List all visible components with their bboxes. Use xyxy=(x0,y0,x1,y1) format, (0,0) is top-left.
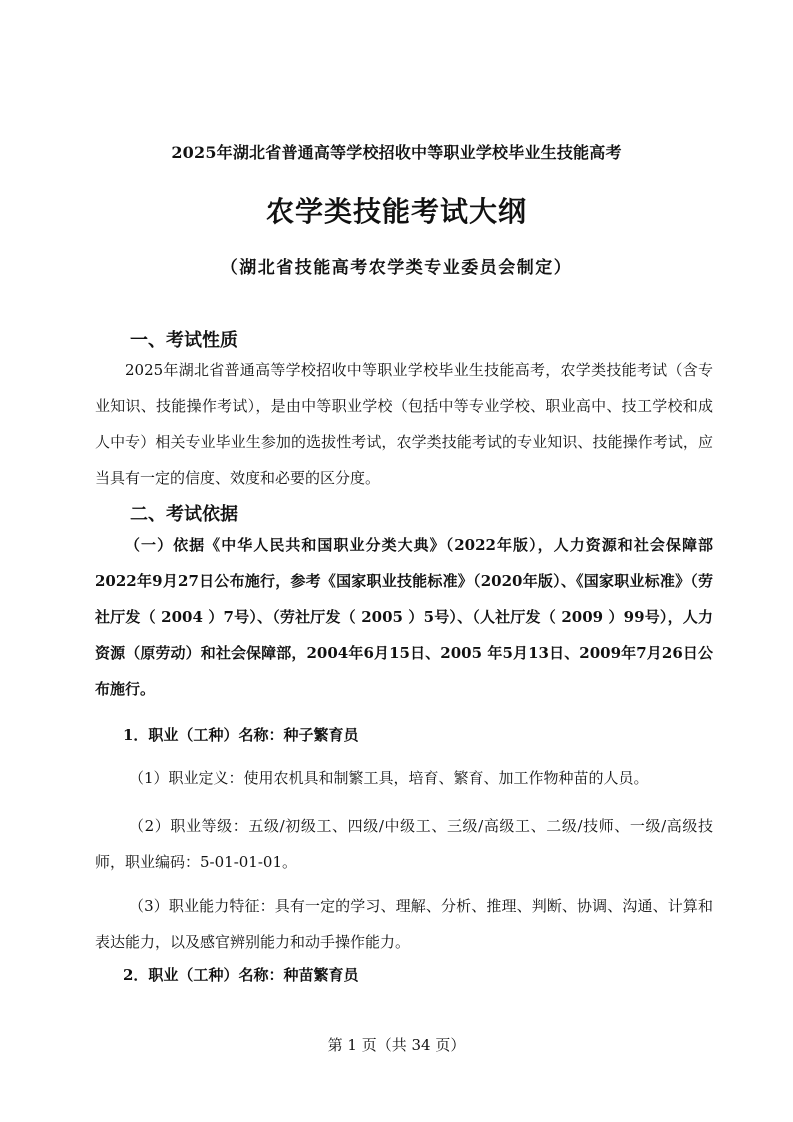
document-title-line1: 2025年湖北省普通高等学校招收中等职业学校毕业生技能高考 xyxy=(171,143,622,162)
paragraph-exam-basis: （一）依据《中华人民共和国职业分类大典》（2022年版），人力资源和社会保障部2022年9月27日公布施行，参考《国家职业技能标准》（2020年版）、《国家职业标准》（劳社厅发（ 2004 ）7号）、（劳社厅发（ 2005 ）5号）、（人社厅发（ 2009 ）99号），人力资源（原劳动）和社会保障部，2004年6月15日、2005 年5月13日、2009年7月26日公布施行。 xyxy=(95,536,713,698)
section-heading-exam-nature: 一、考试性质 xyxy=(130,330,238,351)
occupation-1-grades: （2）职业等级：五级/初级工、四级/中级工、三级/高级工、二级/技师、一级/高级技师，职业编码：5-01-01-01。 xyxy=(95,817,713,871)
paragraph-exam-nature: 2025年湖北省普通高等学校招收中等职业学校毕业生技能高考，农学类技能考试（含专业知识、技能操作考试），是由中等职业学校（包括中等专业学校、职业高中、技工学校和成人中专）相关专业毕业生参加的选拔性考试，农学类技能考试的专业知识、技能操作考试，应当具有一定的信度、效度和必要的区分度。 xyxy=(95,361,713,487)
document-title: 农学类技能考试大纲 xyxy=(265,195,527,228)
occupation-heading-1: 1．职业（工种）名称：种子繁育员 xyxy=(123,726,359,744)
occupation-heading-2: 2．职业（工种）名称：种苗繁育员 xyxy=(123,966,359,984)
occupation-1-abilities: （3）职业能力特征：具有一定的学习、理解、分析、推理、判断、协调、沟通、计算和表达能力，以及感官辨别能力和动手操作能力。 xyxy=(95,897,713,951)
section-heading-exam-basis: 二、考试依据 xyxy=(130,504,238,525)
page-footer: 第 1 页（共 34 页） xyxy=(327,1036,466,1054)
document-subtitle: （湖北省技能高考农学类专业委员会制定） xyxy=(220,258,573,278)
occupation-1-definition: （1）职业定义：使用农机具和制繁工具，培育、繁育、加工作物种苗的人员。 xyxy=(129,769,649,787)
